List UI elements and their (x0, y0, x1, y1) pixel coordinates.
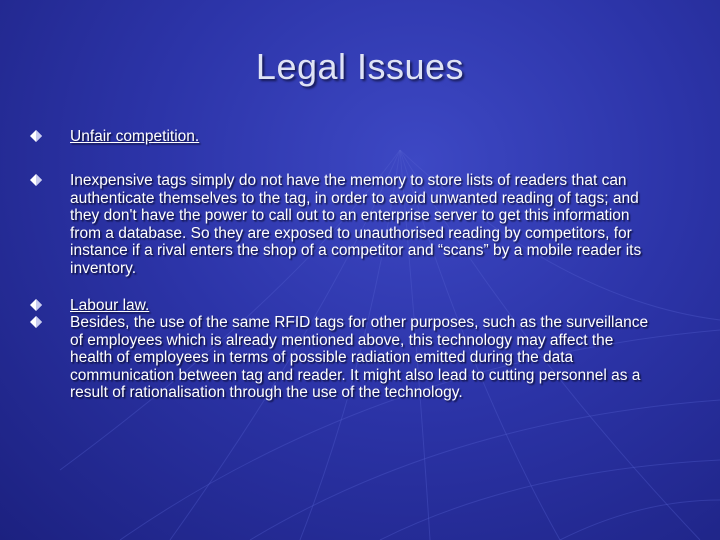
bullet-text-unfair-competition: Unfair competition. (70, 128, 200, 145)
diamond-bullet-icon (30, 299, 42, 311)
bullet-item (30, 314, 650, 402)
bullet-text-besides-rfid: Besides, the use of the same RFID tags for other purposes, such as the surveillance of employees which is already mentioned above, this technology may affect the health of employees in terms of possible radiation emitted during the data communication between tag and reader. It might also lead to cutting personnel as a result of rationalisation through the use of the technology. (70, 314, 649, 401)
diamond-bullet-icon (30, 316, 42, 328)
diamond-bullet-icon (30, 174, 42, 186)
bullet-item (30, 128, 650, 146)
diamond-bullet-icon (30, 130, 42, 142)
slide-title: Legal Issues (255, 46, 465, 87)
bullet-text-labour-law: Labour law. (70, 297, 150, 314)
bullet-text-inexpensive-tags: Inexpensive tags simply do not have the memory to store lists of readers that can authenticate themselves to the tag, in order to avoid unwanted reading of tags; and they don't have the power to call out to an enterprise server to get this information from a database. So they are exposed to unauthorised reading by competitors, for instance if a rival enters the shop of a competitor and “scans” by a mobile reader its inventory. (70, 172, 642, 277)
bullet-item (30, 172, 650, 277)
bullet-item (30, 297, 650, 315)
